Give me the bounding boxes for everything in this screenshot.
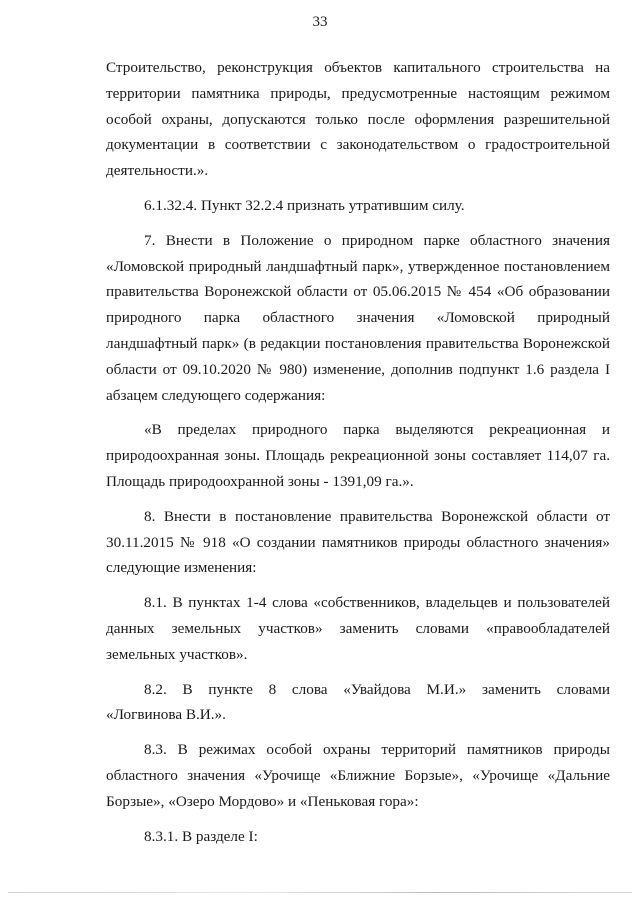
text-line: 7. Внести в Положение о природном парке областного значения <box>144 231 610 249</box>
paragraph-6-1-32-4 <box>106 193 610 219</box>
document-body <box>106 55 610 849</box>
text-line: 30.11.2015 № 918 «О создании памятников природы областного значения» <box>106 533 610 551</box>
text-line: документации в соответствии с законодательством о градостроительной <box>106 136 610 154</box>
paragraph-8 <box>106 504 610 581</box>
text-line: абзацем следующего содержания: <box>106 386 326 404</box>
paragraph-8-1 <box>106 590 610 667</box>
text-line: 8.3. В режимах особой охраны территорий памятников природы <box>144 741 610 759</box>
text-line: правительства Воронежской области от 05.06.2015 № 454 «Об образовании <box>106 283 610 301</box>
text-line: 6.1.32.4. Пункт 32.2.4 признать утратившим силу. <box>144 196 465 214</box>
text-line: Борзые», «Озеро Мордово» и «Пеньковая гора»: <box>106 792 419 810</box>
text-line: «Логвинова В.И.». <box>106 706 226 724</box>
text-line: деятельности.». <box>106 162 209 180</box>
text-line: данных земельных участков» заменить словами «правообладателей <box>106 619 610 637</box>
text-line: следующие изменения: <box>106 559 257 577</box>
paragraph-8-3-1 <box>106 824 610 850</box>
paragraph-8-3 <box>106 737 610 814</box>
text-line: ландшафтный парк» (в редакции постановления правительства Воронежской <box>106 334 610 352</box>
text-line: «Ломовской природный ландшафтный парк», утвержденное постановлением <box>106 257 610 275</box>
text-line: областного значения «Урочище «Ближние Борзые», «Урочище «Дальние <box>106 766 610 784</box>
text-line: 8. Внести в постановление правительства Воронежской области от <box>144 507 610 525</box>
text-line: особой охраны, допускаются только после оформления разрешительной <box>106 110 610 128</box>
text-line: природного парка областного значения «Ломовской природный <box>106 309 610 327</box>
paragraph-park-zones <box>106 417 610 494</box>
text-line: земельных участков». <box>106 645 248 663</box>
text-line: 8.2. В пункте 8 слова «Увайдова М.И.» заменить словами <box>144 680 610 698</box>
text-line: «В пределах природного парка выделяются рекреационная и <box>144 421 610 439</box>
text-line: 8.1. В пунктах 1-4 слова «собственников, владельцев и пользователей <box>144 594 610 612</box>
scan-bottom-edge <box>8 892 632 893</box>
text-line: области от 09.10.2020 № 980) изменение, дополнив подпункт 1.6 раздела I <box>106 360 610 378</box>
text-line: природоохранная зоны. Площадь рекреационной зоны составляет 114,07 га. <box>106 447 610 465</box>
paragraph-8-2 <box>106 677 610 729</box>
paragraph-construction <box>106 55 610 184</box>
text-line: 8.3.1. В разделе I: <box>144 827 258 845</box>
text-line: территории памятника природы, предусмотренные настоящим режимом <box>106 84 610 102</box>
paragraph-7 <box>106 228 610 409</box>
text-line: Площадь природоохранной зоны - 1391,09 га.». <box>106 472 414 490</box>
text-line: Строительство, реконструкция объектов капитального строительства на <box>106 59 610 76</box>
page-number: 33 <box>312 14 328 30</box>
